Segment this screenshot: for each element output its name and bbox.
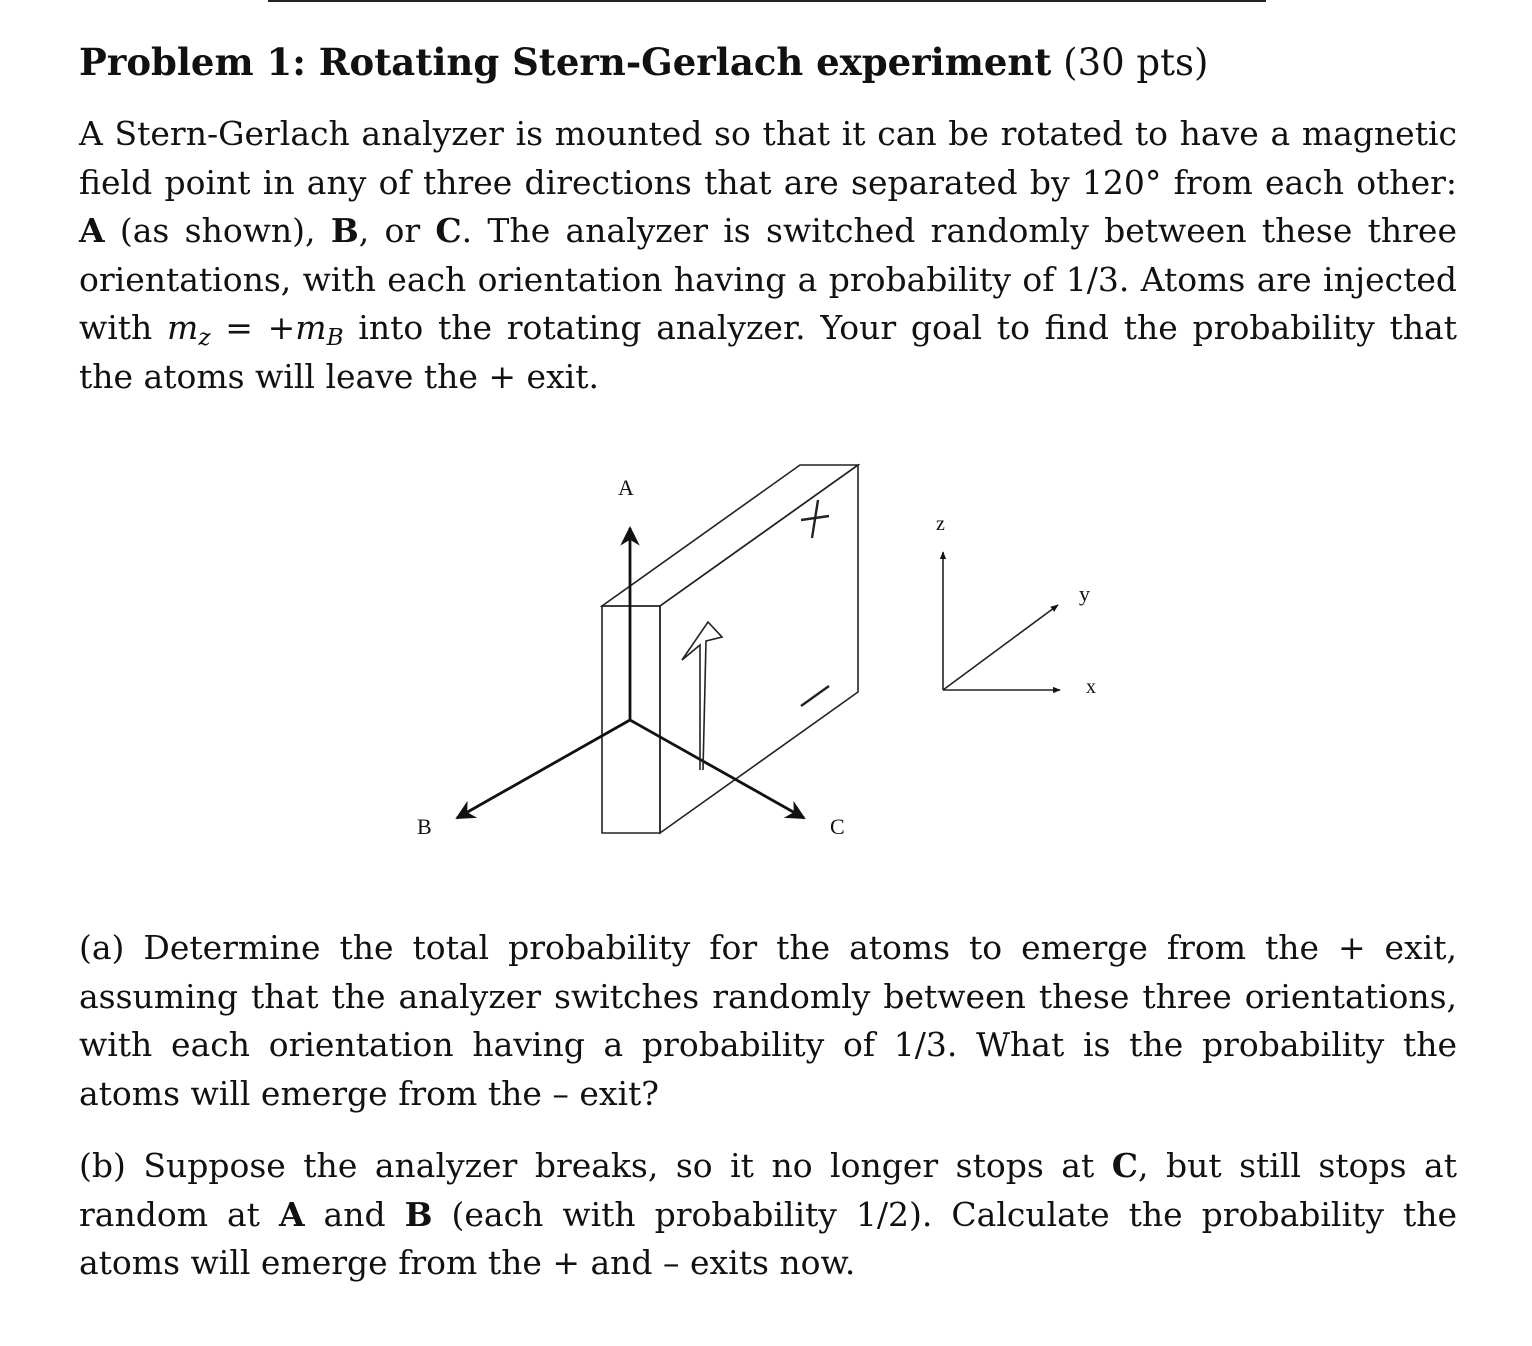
plus-pole-mark (801, 500, 829, 538)
label-z: z (936, 513, 945, 535)
label-c: C (830, 814, 845, 839)
label-y: y (1079, 581, 1090, 606)
label-a: A (618, 475, 634, 500)
intro-label-b: B (330, 211, 359, 250)
math-m: m (167, 308, 199, 347)
part-b-label-a: A (278, 1194, 305, 1234)
intro-text-4: . The analyzer is switched randomly between these three orientations, with each orientation having a probability of 1/3. Atoms are injected with (79, 211, 1457, 347)
problem-points: (30 pts) (1063, 41, 1209, 84)
problem-title-text: Problem 1: Rotating Stern-Gerlach experiment (79, 40, 1052, 84)
intro-label-a: A (79, 211, 105, 250)
axis-y-arrow (943, 605, 1058, 690)
label-x: x (1086, 676, 1096, 698)
math-eq: = + (210, 308, 296, 347)
part-b-text-2: , but still stops at random at (79, 1146, 1457, 1234)
part-b-text-3: and (304, 1194, 405, 1234)
field-arrow-icon (682, 622, 722, 770)
coordinate-triad (943, 552, 1060, 690)
axis-b-arrow (457, 720, 630, 818)
intro-text-5: into the rotating analyzer. Your goal to find the probability that the atoms will leave the + exit. (79, 308, 1457, 396)
math-m-b: m (295, 308, 327, 347)
intro-text-2: (as shown), (104, 211, 331, 250)
math-sub-b: B (326, 324, 344, 351)
part-b-label-c: C (1111, 1146, 1138, 1185)
axis-c-arrow (630, 720, 804, 818)
intro-text-3: , or (358, 211, 436, 250)
intro-text-1: A Stern-Gerlach analyzer is mounted so that it can be rotated to have a magnetic field point in any of three directions that are separated by 120° from each other: (79, 114, 1457, 202)
direction-axes (457, 528, 804, 818)
part-b-label-b: B (404, 1194, 433, 1234)
part-b-text-1: (b) Suppose the analyzer breaks, so it no longer stops at (79, 1146, 1112, 1185)
part-a-paragraph: (a) Determine the total probability for the atoms to emerge from the + exit, assuming that the analyzer switches randomly between these three orientations, with each orientation having a probability of 1/3. What is the probability the atoms will emerge from the – exit? (79, 928, 1457, 1113)
part-b-text-4: (each with probability 1/2). Calculate the probability the atoms will emerge from the + and – exits now. (79, 1194, 1457, 1282)
minus-pole-mark (801, 686, 829, 706)
label-b: B (417, 814, 432, 839)
intro-label-c: C (435, 211, 462, 250)
math-sub-z: z (198, 324, 211, 351)
part-b-paragraph (79, 1142, 1457, 1288)
